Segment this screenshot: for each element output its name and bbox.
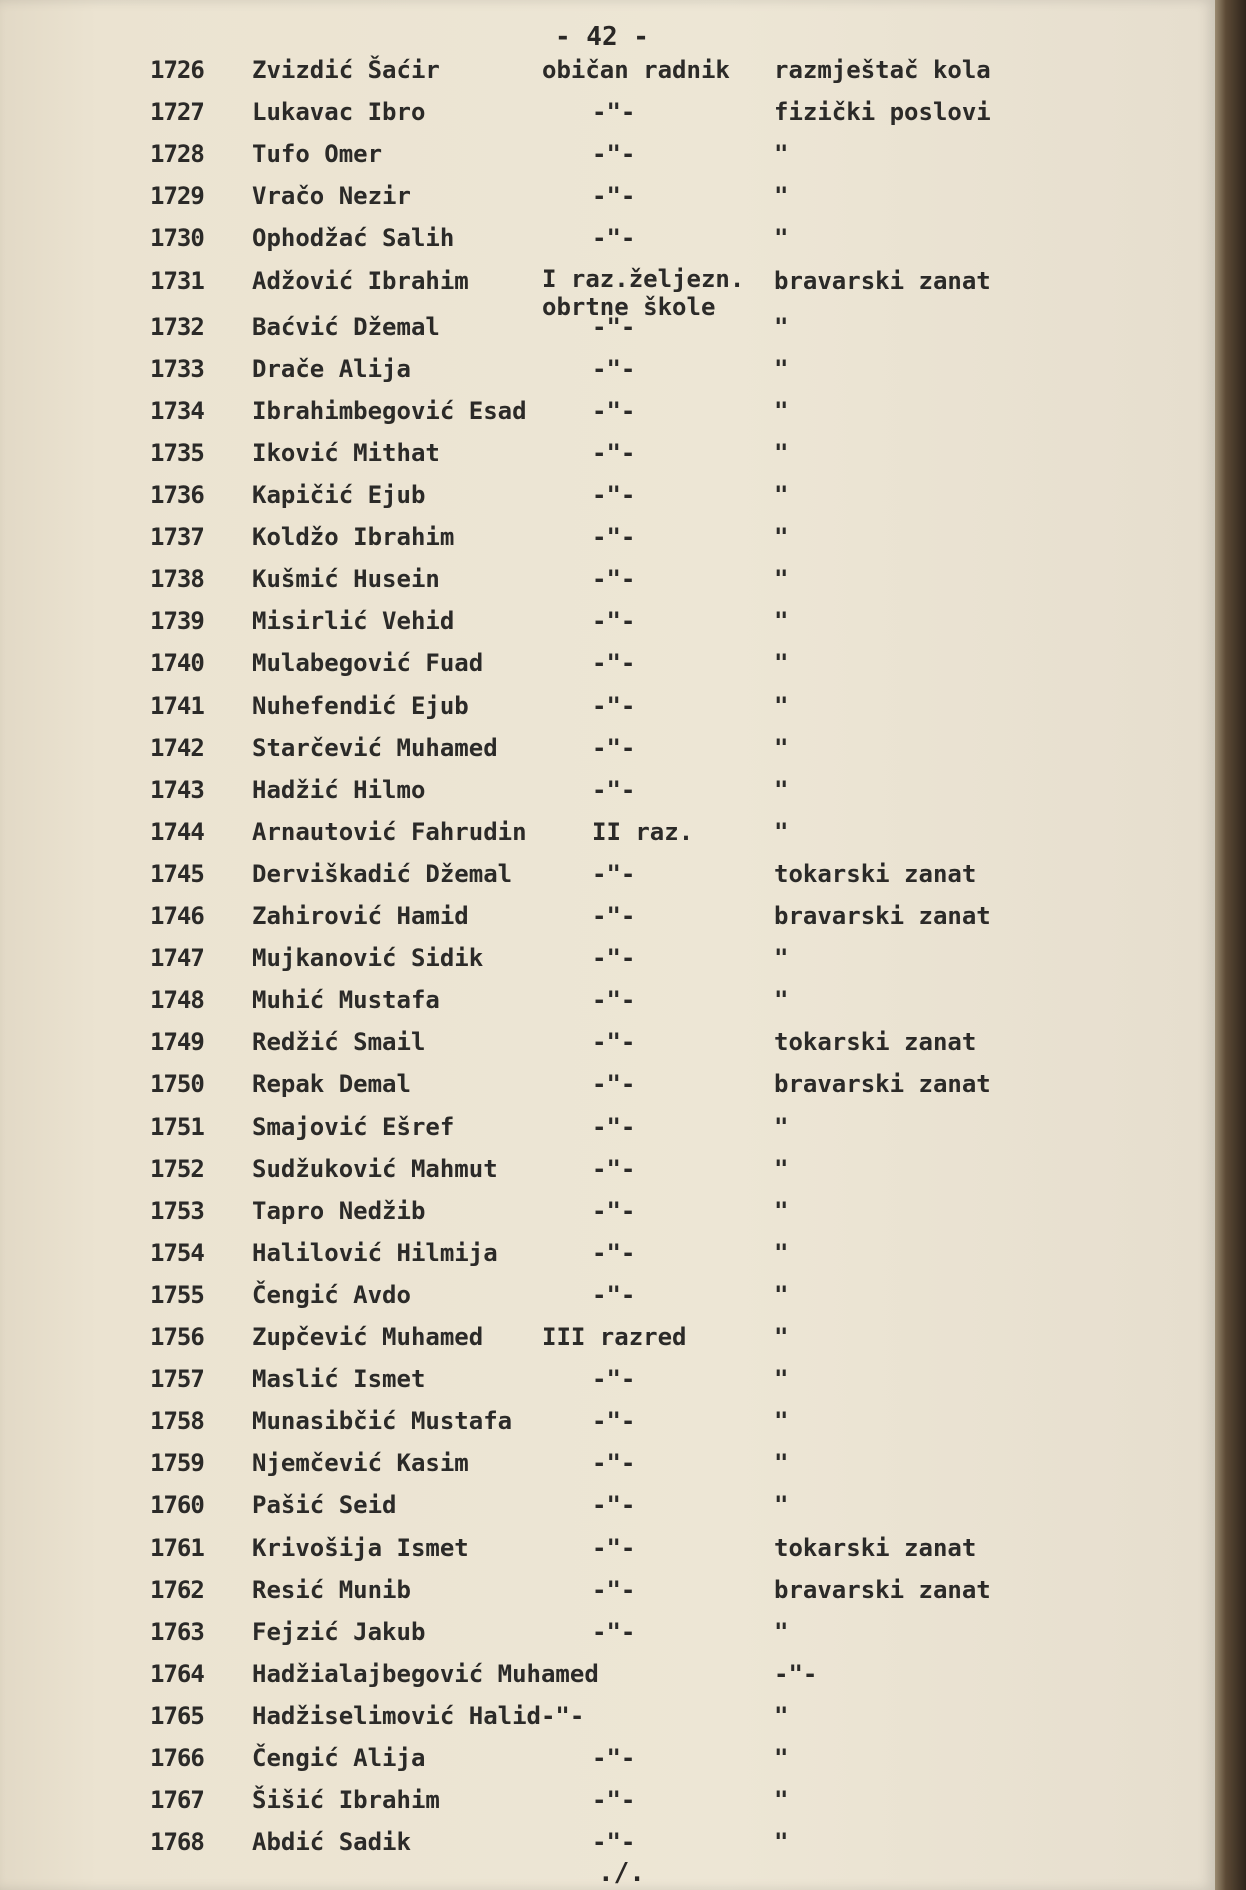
entry-trade: " <box>774 182 789 211</box>
list-item <box>0 50 1215 90</box>
entry-education: -"- <box>592 1238 636 1267</box>
entry-education: -"- <box>592 312 636 341</box>
list-item <box>0 134 1215 174</box>
entry-trade: " <box>774 817 789 846</box>
entry-number: 1741 <box>150 691 204 720</box>
entry-education: -"- <box>592 354 636 383</box>
list-item <box>0 1275 1215 1315</box>
entry-name: Baćvić Džemal <box>252 312 440 341</box>
list-item <box>0 349 1215 389</box>
list-item <box>0 1359 1215 1399</box>
list-item <box>0 1738 1215 1778</box>
entry-trade: bravarski zanat <box>774 266 991 295</box>
entry-name: Čengić Alija <box>252 1744 426 1772</box>
entry-number: 1744 <box>150 817 204 846</box>
entry-education: -"- <box>592 1196 636 1225</box>
entry-education: -"- <box>592 1112 636 1141</box>
entry-name: Mulabegović Fuad <box>252 649 484 678</box>
entry-name: Hadžiselimović Halid-"- <box>252 1701 585 1730</box>
entry-number: 1753 <box>150 1196 204 1225</box>
list-item <box>0 812 1215 852</box>
list-item <box>0 896 1215 936</box>
entry-trade: " <box>774 986 789 1015</box>
entry-education: -"- <box>592 1028 636 1057</box>
page-edge <box>1215 0 1246 1890</box>
entry-education: -"- <box>592 1617 636 1646</box>
entry-trade: " <box>774 140 789 169</box>
entry-number: 1739 <box>150 607 204 636</box>
entry-trade: " <box>774 1323 789 1351</box>
entry-number: 1758 <box>150 1407 204 1436</box>
entry-name: Tufo Omer <box>252 140 383 169</box>
entry-trade: " <box>774 354 789 383</box>
list-item <box>0 1822 1215 1862</box>
list-item <box>0 686 1215 726</box>
entry-trade: " <box>774 1407 789 1436</box>
entry-number: 1760 <box>150 1491 204 1520</box>
entry-number: 1736 <box>150 481 204 509</box>
entry-education: -"- <box>592 986 636 1015</box>
entry-education: -"- <box>592 1786 636 1815</box>
entry-name: Pašić Seid <box>252 1491 397 1520</box>
entry-name: Čengić Avdo <box>252 1280 411 1309</box>
list-item <box>0 176 1215 216</box>
entry-trade: " <box>774 1701 789 1730</box>
list-item <box>0 391 1215 431</box>
entry-trade: " <box>774 1449 789 1478</box>
entry-name: Tapro Nedžib <box>252 1196 426 1225</box>
entry-name: Zvizdić Šaćir <box>252 56 440 84</box>
entry-education: -"- <box>592 775 636 804</box>
entry-trade: tokarski zanat <box>774 1028 977 1057</box>
entry-education: običan radnik <box>542 56 730 84</box>
entry-education: -"- <box>592 1365 636 1394</box>
entry-trade: -"- <box>774 1659 818 1688</box>
entry-number: 1742 <box>150 733 204 762</box>
list-item <box>0 1528 1215 1568</box>
entry-number: 1737 <box>150 523 204 552</box>
entry-education: -"- <box>592 1154 636 1183</box>
entry-trade: bravarski zanat <box>774 902 991 930</box>
entry-education: -"- <box>592 224 636 253</box>
entry-education: -"- <box>592 1744 636 1772</box>
list-item <box>0 1485 1215 1525</box>
list-item <box>0 1401 1215 1441</box>
entry-number: 1731 <box>150 266 204 295</box>
entry-name: Resić Munib <box>252 1575 411 1604</box>
entry-education: -"- <box>592 438 636 467</box>
entry-education: -"- <box>592 140 636 169</box>
entry-name: Redžić Smail <box>252 1028 426 1057</box>
entry-education: -"- <box>592 691 636 720</box>
entry-education: -"- <box>592 944 636 973</box>
entry-name: Kapičić Ejub <box>252 481 426 509</box>
entry-trade: " <box>774 1196 789 1225</box>
entry-trade: " <box>774 775 789 804</box>
list-item <box>0 1064 1215 1104</box>
entry-name: Hadžialajbegović Muhamed <box>252 1659 599 1688</box>
list-item <box>0 517 1215 557</box>
entry-trade: " <box>774 438 789 467</box>
entry-trade: " <box>774 312 789 341</box>
entry-name: Starčević Muhamed <box>252 733 498 762</box>
entry-name: Šišić Ibrahim <box>252 1786 440 1815</box>
entry-trade: fizički poslovi <box>774 98 991 127</box>
entry-name: Mujkanović Sidik <box>252 944 484 973</box>
entry-trade: " <box>774 733 789 762</box>
entry-trade: razmještač kola <box>774 56 991 84</box>
entry-number: 1757 <box>150 1365 204 1394</box>
entry-education: -"- <box>592 1828 636 1857</box>
entry-trade: " <box>774 1744 789 1772</box>
entry-trade: " <box>774 224 789 253</box>
entry-name: Repak Demal <box>252 1070 411 1099</box>
entry-name: Sudžuković Mahmut <box>252 1154 498 1183</box>
entry-education: -"- <box>592 565 636 594</box>
list-item <box>0 1443 1215 1483</box>
entry-number: 1748 <box>150 986 204 1015</box>
entry-number: 1763 <box>150 1617 204 1646</box>
entry-education: -"- <box>592 1280 636 1309</box>
entry-trade: bravarski zanat <box>774 1070 991 1099</box>
entry-number: 1746 <box>150 902 204 930</box>
entry-trade: " <box>774 691 789 720</box>
entry-number: 1734 <box>150 396 204 425</box>
continuation-mark: ./. <box>598 1858 645 1888</box>
entry-education: -"- <box>592 98 636 127</box>
list-item <box>0 1780 1215 1820</box>
entry-number: 1743 <box>150 775 204 804</box>
entry-number: 1759 <box>150 1449 204 1478</box>
entry-name: Ibrahimbegović Esad <box>252 396 527 425</box>
entry-education: -"- <box>592 1407 636 1436</box>
entry-trade: tokarski zanat <box>774 1533 977 1562</box>
list-item <box>0 218 1215 258</box>
entry-trade: " <box>774 1112 789 1141</box>
entry-education: II raz. <box>592 817 694 846</box>
entry-education: III razred <box>542 1323 687 1351</box>
entry-education: -"- <box>592 1070 636 1099</box>
entry-trade: " <box>774 1828 789 1857</box>
entry-name: Koldžo Ibrahim <box>252 523 455 552</box>
list-item <box>0 1233 1215 1273</box>
list-item <box>0 1570 1215 1610</box>
entry-trade: " <box>774 565 789 594</box>
entry-education: -"- <box>592 1533 636 1562</box>
entry-trade: " <box>774 481 789 509</box>
entry-name: Derviškadić Džemal <box>252 859 513 888</box>
entry-number: 1745 <box>150 859 204 888</box>
entry-trade: " <box>774 649 789 678</box>
entry-education: -"- <box>592 649 636 678</box>
list-item <box>0 770 1215 810</box>
entry-trade: " <box>774 523 789 552</box>
entry-trade: " <box>774 944 789 973</box>
entry-education: -"- <box>592 396 636 425</box>
list-item <box>0 938 1215 978</box>
entry-name: Lukavac Ibro <box>252 98 426 127</box>
entry-number: 1730 <box>150 224 204 253</box>
list-item <box>0 1317 1215 1357</box>
entry-number: 1764 <box>150 1659 204 1688</box>
list-item <box>0 307 1215 347</box>
list-item <box>0 1654 1215 1694</box>
entry-name: Zupčević Muhamed <box>252 1323 484 1351</box>
entry-name: Zahirović Hamid <box>252 902 469 930</box>
entry-number: 1754 <box>150 1238 204 1267</box>
entry-name: Halilović Hilmija <box>252 1238 498 1267</box>
entry-name: Misirlić Vehid <box>252 607 455 636</box>
entry-number: 1762 <box>150 1575 204 1604</box>
entry-name: Njemčević Kasim <box>252 1449 469 1478</box>
list-item <box>0 980 1215 1020</box>
entry-name: Smajović Ešref <box>252 1112 455 1141</box>
entry-trade: bravarski zanat <box>774 1575 991 1604</box>
entry-number: 1750 <box>150 1070 204 1099</box>
entry-name: Adžović Ibrahim <box>252 266 469 295</box>
entry-education: -"- <box>592 1575 636 1604</box>
entry-education: -"- <box>592 733 636 762</box>
entry-name: Arnautović Fahrudin <box>252 817 527 846</box>
entry-number: 1761 <box>150 1533 204 1562</box>
entry-number: 1755 <box>150 1280 204 1309</box>
list-item <box>0 433 1215 473</box>
entry-trade: " <box>774 1280 789 1309</box>
entry-education: -"- <box>592 859 636 888</box>
entry-name: Fejzić Jakub <box>252 1617 426 1646</box>
list-item <box>0 261 1215 321</box>
list-item <box>0 1022 1215 1062</box>
list-item <box>0 1696 1215 1736</box>
entry-trade: tokarski zanat <box>774 859 977 888</box>
entry-name: Vračo Nezir <box>252 182 411 211</box>
entry-number: 1738 <box>150 565 204 594</box>
list-item <box>0 643 1215 683</box>
list-item <box>0 1612 1215 1652</box>
entry-trade: " <box>774 1365 789 1394</box>
list-item <box>0 728 1215 768</box>
entry-education: -"- <box>592 182 636 211</box>
entry-trade: " <box>774 1786 789 1815</box>
entry-number: 1735 <box>150 438 204 467</box>
entry-name: Maslić Ismet <box>252 1365 426 1394</box>
entry-number: 1726 <box>150 56 204 84</box>
entry-name: Drače Alija <box>252 354 411 383</box>
entry-number: 1768 <box>150 1828 204 1857</box>
entry-education: -"- <box>592 1449 636 1478</box>
entry-number: 1751 <box>150 1112 204 1141</box>
entry-education: -"- <box>592 902 636 930</box>
page-number: - 42 - <box>555 22 649 52</box>
entry-number: 1766 <box>150 1744 204 1772</box>
entry-name: Ophodžać Salih <box>252 224 455 253</box>
entry-number: 1749 <box>150 1028 204 1057</box>
entry-name: Munasibčić Mustafa <box>252 1407 513 1436</box>
entry-name: Kušmić Husein <box>252 565 440 594</box>
entry-name: Iković Mithat <box>252 438 440 467</box>
entry-number: 1752 <box>150 1154 204 1183</box>
entry-number: 1747 <box>150 944 204 973</box>
list-item <box>0 854 1215 894</box>
entry-trade: " <box>774 1154 789 1183</box>
entry-number: 1729 <box>150 182 204 211</box>
entry-trade: " <box>774 1491 789 1520</box>
entry-name: Hadžić Hilmo <box>252 775 426 804</box>
entry-number: 1767 <box>150 1786 204 1815</box>
entry-number: 1732 <box>150 312 204 341</box>
list-item <box>0 475 1215 515</box>
entry-education: -"- <box>592 1491 636 1520</box>
entry-number: 1728 <box>150 140 204 169</box>
entry-trade: " <box>774 607 789 636</box>
entry-education: -"- <box>592 481 636 509</box>
entry-name: Abdić Sadik <box>252 1828 411 1857</box>
entry-name: Muhić Mustafa <box>252 986 440 1015</box>
entry-number: 1756 <box>150 1323 204 1351</box>
entry-trade: " <box>774 1617 789 1646</box>
entry-number: 1727 <box>150 98 204 127</box>
list-item <box>0 1191 1215 1231</box>
entry-education: -"- <box>592 607 636 636</box>
list-item <box>0 1107 1215 1147</box>
list-item <box>0 559 1215 599</box>
entry-name: Nuhefendić Ejub <box>252 691 469 720</box>
list-item <box>0 92 1215 132</box>
list-item <box>0 1149 1215 1189</box>
entry-name: Krivošija Ismet <box>252 1533 469 1562</box>
entry-trade: " <box>774 396 789 425</box>
entry-trade: " <box>774 1238 789 1267</box>
entry-number: 1765 <box>150 1701 204 1730</box>
entry-education: -"- <box>592 523 636 552</box>
entry-number: 1740 <box>150 649 204 678</box>
entry-number: 1733 <box>150 354 204 383</box>
entry-education: I raz.željezn. obrtne škole <box>542 264 745 321</box>
list-item <box>0 601 1215 641</box>
